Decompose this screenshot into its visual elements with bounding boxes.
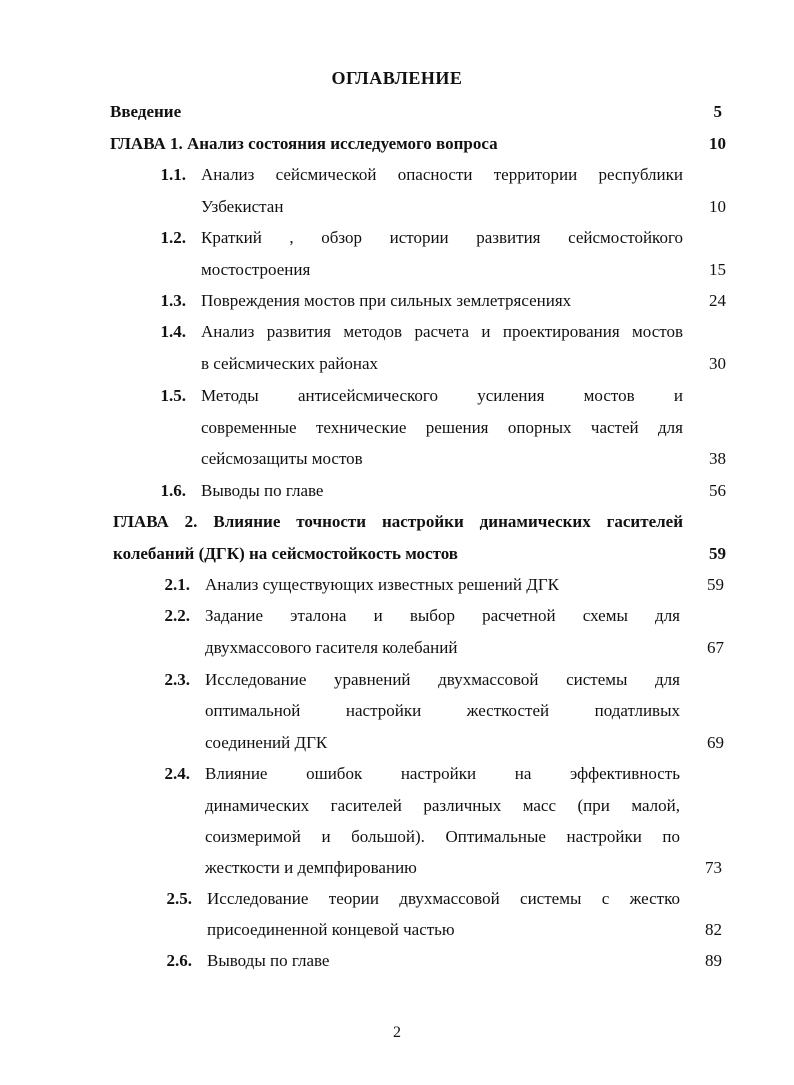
toc-page: 67 (707, 638, 724, 657)
toc-section-number: 2.4. (164, 764, 190, 783)
toc-page: 10 (709, 197, 726, 216)
toc-section-number: 1.6. (160, 481, 186, 500)
toc-section-number: 2.2. (164, 606, 190, 625)
toc-entry-1-5: Методы антисейсмического усиления мостов и (201, 386, 683, 405)
toc-entry-1-5-cont2: сейсмозащиты мостов (201, 449, 363, 468)
toc-page: 82 (705, 920, 722, 939)
toc-section-number: 2.3. (164, 670, 190, 689)
page-number: 2 (393, 1024, 401, 1041)
toc-entry-1-2: Краткий , обзор истории развития сейсмостойкого (201, 228, 683, 247)
toc-entry-1-3: Повреждения мостов при сильных землетрясениях (201, 291, 572, 310)
toc-entry-chapter-1: ГЛАВА 1. Анализ состояния исследуемого вопроса (110, 134, 498, 153)
toc-page: 15 (709, 260, 726, 279)
toc-entry-1-4: Анализ развития методов расчета и проектирования мостов (201, 322, 683, 341)
toc-section-number: 1.3. (160, 291, 186, 310)
toc-page: 69 (707, 733, 724, 752)
toc-page: 59 (709, 544, 726, 563)
toc-section-number: 1.2. (160, 228, 186, 247)
toc-entry-2-3: Исследование уравнений двухмассовой системы для (205, 670, 680, 689)
toc-entry-1-2-cont: мостостроения (201, 260, 311, 279)
toc-page: 24 (709, 291, 726, 310)
toc-page: 59 (707, 575, 724, 594)
toc-section-number: 1.5. (160, 386, 186, 405)
toc-entry-2-5-cont: присоединенной концевой частью (207, 920, 455, 939)
toc-page: 30 (709, 354, 726, 373)
toc-page: 73 (705, 858, 722, 877)
toc-section-number: 2.6. (166, 951, 192, 970)
toc-entry-chapter-2-cont: колебаний (ДГК) на сейсмостойкость мостов (113, 544, 458, 563)
toc-entry-1-4-cont: в сейсмических районах (201, 354, 379, 373)
toc-entry-2-6: Выводы по главе (207, 951, 330, 970)
toc-section-number: 1.1. (160, 165, 186, 184)
toc-entry-2-1: Анализ существующих известных решений ДГК (205, 575, 559, 594)
toc-entry-intro: Введение (110, 102, 182, 121)
toc-entry-2-4: Влияние ошибок настройки на эффективность (205, 764, 680, 783)
toc-entry-2-4-cont2: соизмеримой и большой). Оптимальные настройки по (205, 827, 680, 846)
toc-entry-2-2-cont: двухмассового гасителя колебаний (205, 638, 458, 657)
toc-entry-2-3-cont: оптимальной настройки жесткостей податливых (205, 701, 680, 720)
toc-entry-2-3-cont2: соединений ДГК (205, 733, 328, 752)
toc-section-number: 2.5. (166, 889, 192, 908)
toc-title: ОГЛАВЛЕНИЕ (331, 68, 463, 88)
toc-page: 5 (713, 102, 722, 121)
toc-page: 56 (709, 481, 726, 500)
toc-entry-2-2: Задание эталона и выбор расчетной схемы для (205, 606, 680, 625)
toc-section-number: 2.1. (164, 575, 190, 594)
toc-entry-2-5: Исследование теории двухмассовой системы с жестко (207, 889, 680, 908)
toc-page: 10 (709, 134, 726, 153)
toc-entry-1-6: Выводы по главе (201, 481, 324, 500)
toc-section-number: 1.4. (160, 322, 186, 341)
toc-page: 89 (705, 951, 722, 970)
toc-entry-1-1: Анализ сейсмической опасности территории республики (201, 165, 683, 184)
toc-entry-1-5-cont: современные технические решения опорных частей для (201, 418, 683, 437)
toc-entry-2-4-cont: динамических гасителей различных масс (при малой, (205, 796, 680, 815)
toc-entry-2-4-cont3: жесткости и демпфированию (205, 858, 417, 877)
toc-entry-chapter-2: ГЛАВА 2. Влияние точности настройки динамических гасителей (113, 512, 683, 531)
toc-page: 38 (709, 449, 726, 468)
toc-entry-1-1-cont: Узбекистан (201, 197, 284, 216)
